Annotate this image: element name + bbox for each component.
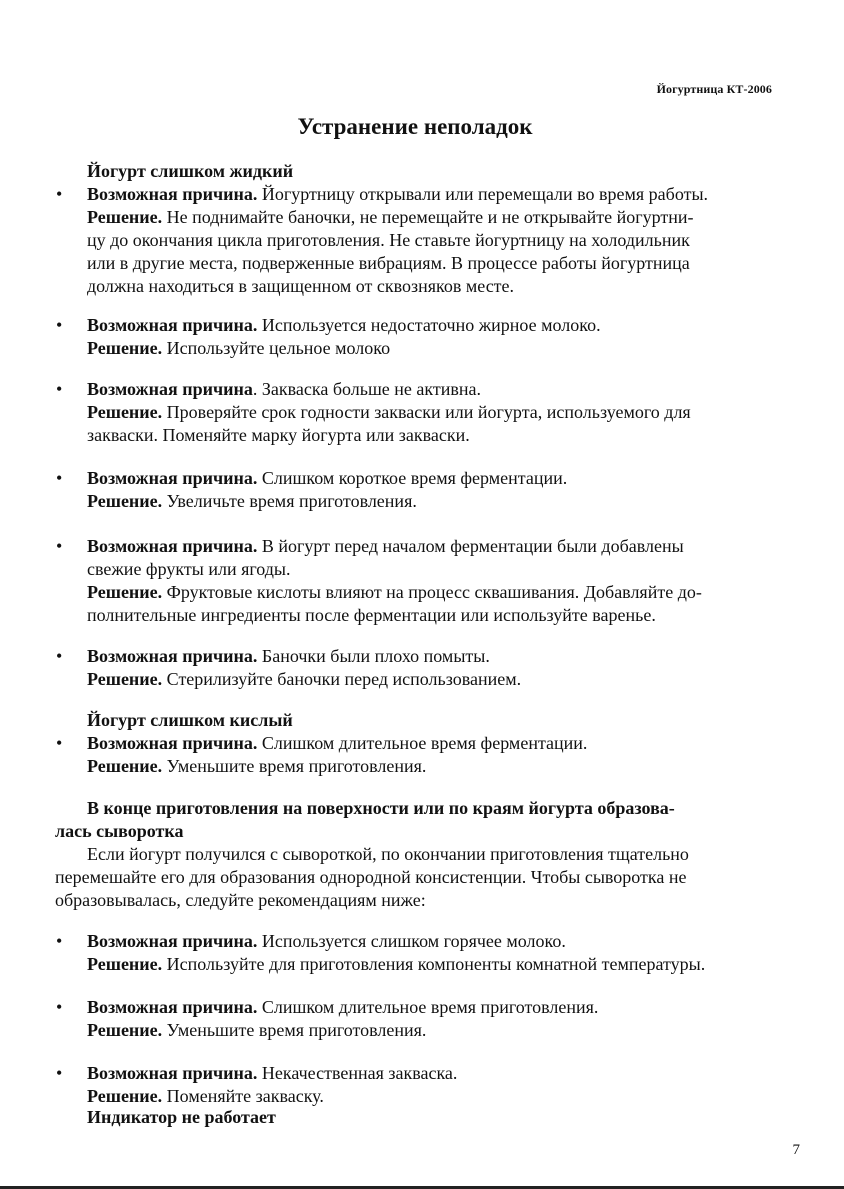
- heading-line: В конце приготовления на поверхности или по краям йогурта образова-: [87, 798, 675, 818]
- solution-text: Увеличьте время приготовления.: [162, 491, 417, 511]
- bullet: •: [56, 733, 63, 753]
- solution-label: Решение.: [87, 338, 163, 358]
- bullet: •: [56, 184, 63, 204]
- solution-text: Стерилизуйте баночки перед использованием.: [162, 669, 522, 689]
- cause-text: Баночки были плохо помыты.: [257, 646, 490, 666]
- cause-label: Возможная причина.: [87, 536, 258, 556]
- cause-label: Возможная причина.: [87, 997, 258, 1017]
- solution-text: Используйте цельное молоко: [162, 338, 391, 358]
- cause-label: Возможная причина: [87, 379, 253, 399]
- bullet: •: [56, 646, 63, 666]
- cause-text: свежие фрукты или ягоды.: [87, 559, 291, 579]
- cause-label: Возможная причина.: [87, 468, 258, 488]
- cause-text: В йогурт перед началом ферментации были добавлены: [257, 536, 684, 556]
- page-title: Устранение неполадок: [297, 114, 533, 139]
- cause-text: . Закваска больше не активна.: [252, 379, 482, 399]
- solution-label: Решение.: [87, 207, 163, 227]
- cause-text: Некачественная закваска.: [257, 1063, 458, 1083]
- solution-label: Решение.: [87, 669, 163, 689]
- solution-label: Решение.: [87, 756, 163, 776]
- bullet: •: [56, 379, 63, 399]
- solution-label: Решение.: [87, 582, 163, 602]
- solution-text: закваски. Поменяйте марку йогурта или закваски.: [87, 425, 470, 445]
- bullet: •: [56, 315, 63, 335]
- cause-label: Возможная причина.: [87, 315, 258, 335]
- solution-label: Решение.: [87, 402, 163, 422]
- cause-text: Слишком длительное время приготовления.: [257, 997, 599, 1017]
- solution-text: или в другие места, подверженные вибрациям. В процессе работы йогуртница: [87, 253, 690, 273]
- solution-text: Уменьшите время приготовления.: [162, 756, 427, 776]
- paragraph-line: перемешайте его для образования однородной консистенции. Чтобы сыворотка не: [55, 867, 687, 887]
- solution-text: Используйте для приготовления компоненты комнатной температуры.: [162, 954, 706, 974]
- paragraph-line: Если йогурт получился с сывороткой, по окончании приготовления тщательно: [87, 844, 689, 864]
- bullet: •: [56, 931, 63, 951]
- cause-label: Возможная причина.: [87, 646, 258, 666]
- bullet: •: [56, 997, 63, 1017]
- bullet: •: [56, 536, 63, 556]
- cause-text: Слишком короткое время ферментации.: [257, 468, 568, 488]
- page-number: 7: [792, 1142, 800, 1158]
- solution-text: цу до окончания цикла приготовления. Не ставьте йогуртницу на холодильник: [87, 230, 690, 250]
- paragraph-line: образовывалась, следуйте рекомендациям ниже:: [55, 890, 426, 910]
- cause-label: Возможная причина.: [87, 184, 258, 204]
- bullet: •: [56, 1063, 63, 1083]
- solution-label: Решение.: [87, 491, 163, 511]
- solution-text: Фруктовые кислоты влияют на процесс сквашивания. Добавляйте до-: [162, 582, 702, 602]
- cause-label: Возможная причина.: [87, 1063, 258, 1083]
- section-heading-liquid: Йогурт слишком жидкий: [87, 161, 294, 181]
- cause-text: Используется недостаточно жирное молоко.: [257, 315, 601, 335]
- solution-text: Не поднимайте баночки, не перемещайте и не открывайте йогуртни-: [162, 207, 694, 227]
- solution-text: Уменьшите время приготовления.: [162, 1020, 427, 1040]
- solution-text: Проверяйте срок годности закваски или йогурта, используемого для: [162, 402, 691, 422]
- section-heading-whey: [55, 797, 775, 843]
- heading-line: лась сыворотка: [55, 821, 184, 841]
- solution-text: должна находиться в защищенном от сквозняков месте.: [87, 276, 515, 296]
- whey-intro-paragraph: [55, 843, 775, 912]
- section-heading-sour: Йогурт слишком кислый: [87, 710, 293, 730]
- cause-text: Слишком длительное время ферментации.: [257, 733, 588, 753]
- cause-text: Используется слишком горячее молоко.: [257, 931, 566, 951]
- solution-text: полнительные ингредиенты после ферментации или используйте варенье.: [87, 605, 656, 625]
- solution-label: Решение.: [87, 954, 163, 974]
- solution-label: Решение.: [87, 1086, 163, 1106]
- bullet: •: [56, 468, 63, 488]
- cause-label: Возможная причина.: [87, 733, 258, 753]
- solution-text: Поменяйте закваску.: [162, 1086, 324, 1106]
- solution-label: Решение.: [87, 1020, 163, 1040]
- running-head: Йогуртница КТ-2006: [656, 82, 772, 96]
- cause-label: Возможная причина.: [87, 931, 258, 951]
- cause-text: Йогуртницу открывали или перемещали во время работы.: [257, 184, 709, 204]
- section-heading-indicator: Индикатор не работает: [87, 1107, 276, 1127]
